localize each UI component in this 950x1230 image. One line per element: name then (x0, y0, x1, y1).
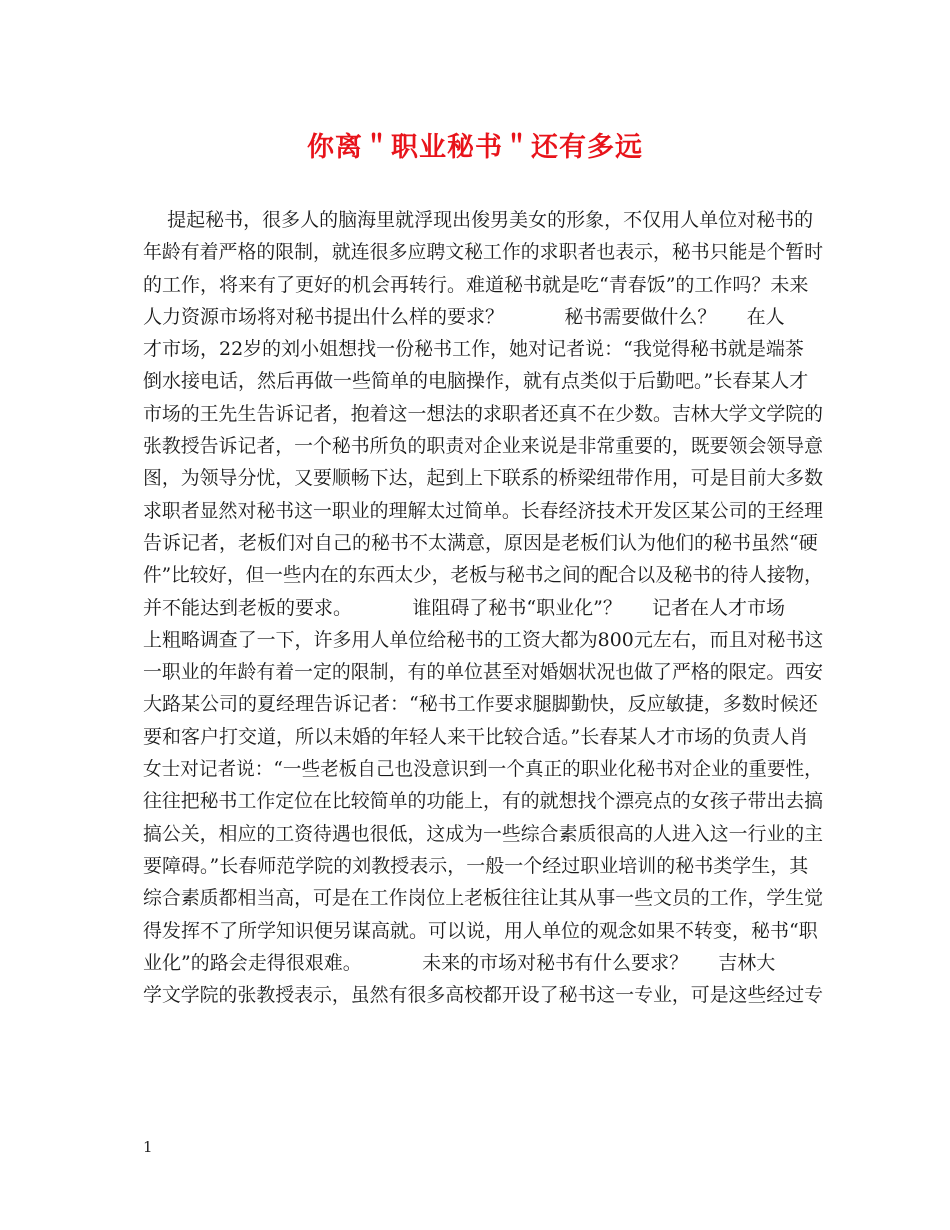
body-line: 一职业的年龄有着一定的限制，有的单位甚至对婚姻状况也做了严格的限定。西安 (143, 661, 824, 684)
body-line: 才市场，22岁的刘小姐想找一份秘书工作，她对记者说：“我觉得秘书就是端茶 (143, 338, 804, 361)
body-line: 图，为领导分忧，又要顺畅下达，起到上下联系的桥梁纽带作用，可是目前大多数 (143, 467, 824, 490)
body-line: 件”比较好，但一些内在的东西太少，老板与秘书之间的配合以及秘书的待人接物， (143, 564, 823, 587)
body-line: 提起秘书，很多人的脑海里就浮现出俊男美女的形象，不仅用人单位对秘书的 (143, 209, 814, 231)
document-title: 你离＂职业秘书＂还有多远 (307, 132, 643, 163)
body-line: 往往把秘书工作定位在比较简单的功能上，有的就想找个漂亮点的女孩子带出去搞 (143, 790, 824, 813)
body-line: 大路某公司的夏经理告诉记者：“秘书工作要求腿脚勤快，反应敏捷，多数时候还 (143, 693, 818, 716)
body-line: 得发挥不了所学知识便另谋高就。可以说，用人单位的观念如果不转变，秘书“职 (143, 919, 818, 942)
body-line: 搞公关，相应的工资待遇也很低，这成为一些综合素质很高的人进入这一行业的主 (143, 822, 824, 845)
page-number: 1 (143, 1138, 153, 1156)
body-line: 求职者显然对秘书这一职业的理解太过简单。长春经济技术开发区某公司的王经理 (143, 499, 824, 522)
body-line: 综合素质都相当高，可是在工作岗位上老板往往让其从事一些文员的工作，学生觉 (143, 887, 824, 910)
body-line: 张教授告诉记者，一个秘书所负的职责对企业来说是非常重要的，既要领会领导意 (143, 435, 824, 458)
body-line: 学文学院的张教授表示，虽然有很多高校都开设了秘书这一专业，可是这些经过专 (143, 984, 824, 1007)
body-line: 女士对记者说：“一些老板自己也没意识到一个真正的职业化秘书对企业的重要性， (143, 758, 823, 781)
body-line: 倒水接电话，然后再做一些简单的电脑操作，就有点类似于后勤吧。”长春某人才 (143, 370, 809, 393)
document-body (143, 204, 823, 1011)
body-line: 要障碍。”长春师范学院的刘教授表示，一般一个经过职业培训的秘书类学生，其 (143, 854, 809, 877)
body-line: 上粗略调查了一下，许多用人单位给秘书的工资大都为800元左右，而且对秘书这 (143, 628, 824, 651)
body-line: 业化”的路会走得很艰难。 未来的市场对秘书有什么要求？ 吉林大 (143, 951, 776, 974)
body-line: 告诉记者，老板们对自己的秘书不太满意，原因是老板们认为他们的秘书虽然“硬 (143, 531, 818, 554)
body-line: 年龄有着严格的限制，就连很多应聘文秘工作的求职者也表示，秘书只能是个暂时 (143, 241, 824, 264)
body-line: 市场的王先生告诉记者，抱着这一想法的求职者还真不在少数。吉林大学文学院的 (143, 402, 824, 425)
body-line: 要和客户打交道，所以未婚的年轻人来干比较合适。”长春某人才市场的负责人肖 (143, 725, 809, 748)
body-line: 并不能达到老板的要求。 谁阻碍了秘书“职业化”？ 记者在人才市场 (143, 596, 786, 619)
body-line: 人力资源市场将对秘书提出什么样的要求？ 秘书需要做什么？ 在人 (143, 305, 785, 328)
body-line: 的工作，将来有了更好的机会再转行。难道秘书就是吃“青春饭”的工作吗？未来 (143, 273, 809, 296)
